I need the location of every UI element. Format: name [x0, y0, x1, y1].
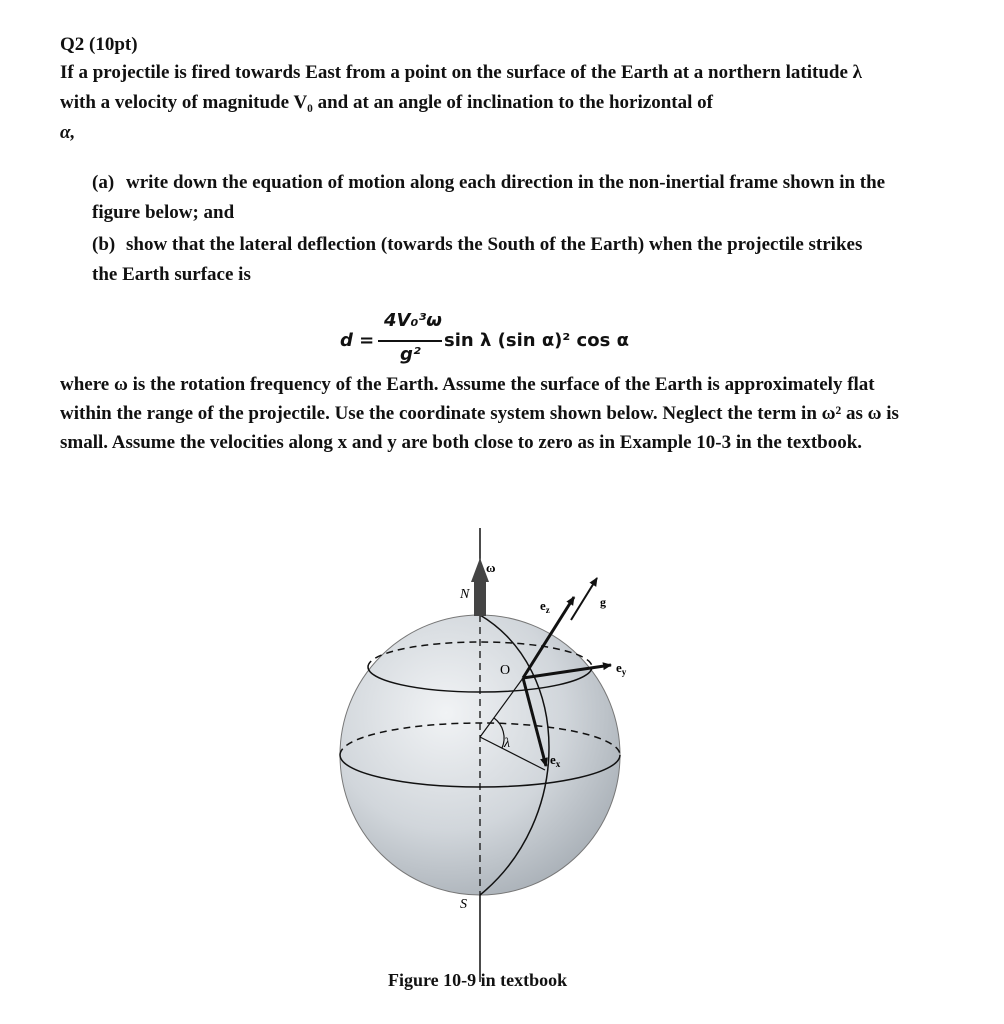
part-b-label: (b) [92, 234, 116, 255]
equation-lhs: d = [340, 330, 375, 351]
earth-figure [300, 520, 680, 990]
omega-vector [474, 580, 486, 616]
part-a-text: write down the equation of motion along each direction in the non-inertial frame shown in the figure below; and [92, 172, 886, 223]
omega-label: ω [486, 560, 496, 575]
ex-label: $e_x$ [550, 752, 561, 769]
equation-numerator: 4V₀³ω [384, 310, 442, 331]
g-label: g [600, 595, 606, 609]
equation-rest: sin λ (sin α)² cos α [444, 330, 629, 351]
question-intro-end: α, [60, 122, 76, 143]
part-b-text: show that the lateral deflection (towards the South of the Earth) when the projectile strikes the Earth surface is [92, 234, 863, 285]
origin-label: O [500, 663, 511, 678]
question-intro: If a projectile is fired towards East from a point on the surface of the Earth at a northern latitude λ with a velocity of magnitude V₀ and at an angle of inclination to the horizontal of [60, 62, 862, 113]
lambda-label: λ [504, 736, 511, 751]
part-a [92, 168, 892, 228]
g-vector [571, 578, 597, 620]
ez-label: $e_z$ [540, 598, 550, 615]
south-label: S [460, 897, 467, 912]
north-label: N [460, 587, 470, 602]
equation-fraction-bar [378, 340, 442, 342]
earth-diagram [300, 520, 680, 990]
assumptions-paragraph: where ω is the rotation frequency of the Earth. Assume the surface of the Earth is approximately flat within the range of the projectile. Use the coordinate system shown below. Neglect the term in ω² as ω is small. Assume the velocities along x and y are both close to zero as in Example 10-3 in the textbook. [60, 374, 899, 453]
deflection-equation [340, 308, 700, 372]
part-a-label: (a) [92, 172, 115, 193]
part-b [92, 230, 892, 290]
equation-denominator: g² [400, 344, 421, 365]
figure-caption: Figure 10-9 in textbook [388, 970, 568, 990]
question-title: Q2 (10pt) [60, 34, 138, 55]
ey-label: $e_y$ [616, 660, 627, 677]
